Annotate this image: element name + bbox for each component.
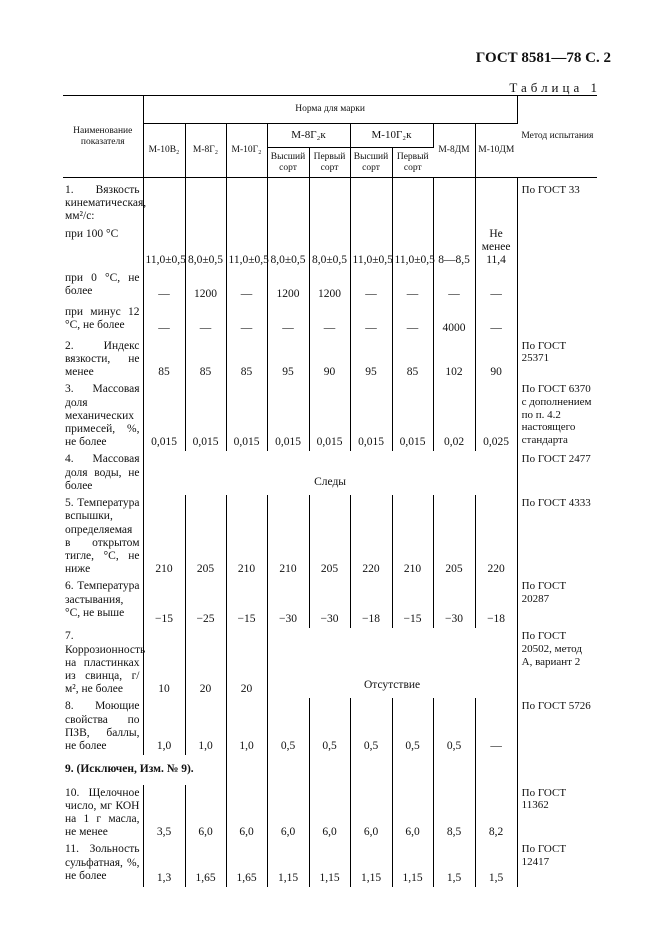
value-cell: 102 — [433, 338, 475, 382]
value-cell — [267, 178, 309, 226]
value-cell: 0,015 — [392, 381, 433, 451]
value-cell: 90 — [309, 338, 350, 382]
row-method — [517, 304, 597, 338]
merged-value: Следы — [143, 451, 517, 495]
table-label: Таблица 1 — [509, 80, 601, 95]
col-m10g2: М-10Г₂ — [226, 124, 267, 178]
grade-first: Первый сорт — [392, 148, 433, 178]
value-cell: 6,0 — [350, 785, 392, 842]
table-row — [63, 578, 597, 628]
table-row — [63, 304, 597, 338]
value-cell: −25 — [185, 578, 226, 628]
col-method-header: Метод испытания — [517, 96, 597, 178]
row-name: 11. Зольность сульфатная, %, не более — [63, 841, 143, 887]
value-cell: 3,5 — [143, 785, 185, 842]
value-cell: 1,5 — [475, 841, 517, 887]
value-cell: — — [392, 304, 433, 338]
value-cell: 0,5 — [267, 698, 309, 755]
empty-cell — [475, 755, 517, 784]
value-cell: −15 — [226, 578, 267, 628]
value-cell: 1,0 — [226, 698, 267, 755]
row-name: 10. Щелочное число, мг КОН на 1 г масла, не менее — [63, 785, 143, 842]
row-name: при минус 12 °С, не более — [63, 304, 143, 338]
row-method — [517, 226, 597, 270]
empty-cell — [267, 755, 309, 784]
value-cell: 85 — [143, 338, 185, 382]
table-row — [63, 381, 597, 451]
value-cell: 6,0 — [309, 785, 350, 842]
value-cell: 210 — [267, 495, 309, 578]
value-cell: 8,2 — [475, 785, 517, 842]
value-cell: 11,0±0,5 — [350, 226, 392, 270]
table-row — [63, 698, 597, 755]
row-method: По ГОСТ 33 — [521, 184, 580, 196]
empty-cell — [392, 755, 433, 784]
norm-header: Норма для марки — [143, 96, 517, 124]
value-cell: 205 — [433, 495, 475, 578]
value-cell: 0,02 — [433, 381, 475, 451]
value-cell: 90 — [475, 338, 517, 382]
value-cell: 11,0±0,5 — [226, 226, 267, 270]
value-cell: 6,0 — [226, 785, 267, 842]
value-cell: — — [475, 270, 517, 304]
value-cell: 85 — [226, 338, 267, 382]
value-cell: 20 — [185, 628, 226, 698]
row-method — [517, 270, 597, 304]
value-cell: −30 — [267, 578, 309, 628]
value-cell: 6,0 — [392, 785, 433, 842]
col-m10dm: М-10ДМ — [475, 124, 517, 178]
value-cell: 0,025 — [475, 381, 517, 451]
value-cell: 210 — [143, 495, 185, 578]
merged-value: Отсутствие — [267, 628, 517, 698]
value-cell — [350, 178, 392, 226]
value-cell: 85 — [185, 338, 226, 382]
table-row — [63, 226, 597, 270]
value-cell: Не менее 11,4 — [475, 226, 517, 270]
value-cell: — — [350, 270, 392, 304]
value-cell: 0,015 — [185, 381, 226, 451]
value-cell: — — [226, 270, 267, 304]
col-m10g2k: М-10Г₂к — [350, 124, 433, 148]
grade-top: Высший сорт — [267, 148, 309, 178]
value-cell — [392, 178, 433, 226]
row-name: 9. (Исключен, Изм. № 9). — [63, 755, 226, 784]
empty-cell — [350, 755, 392, 784]
value-cell: 205 — [185, 495, 226, 578]
value-cell: — — [143, 270, 185, 304]
value-cell: 210 — [226, 495, 267, 578]
value-cell: 0,5 — [309, 698, 350, 755]
value-cell: 1,0 — [143, 698, 185, 755]
empty-cell — [517, 755, 597, 784]
value-cell: 8,0±0,5 — [267, 226, 309, 270]
value-cell: 1,15 — [392, 841, 433, 887]
row-name: 3. Массовая доля механических примесей, %, не более — [63, 381, 143, 451]
value-cell: 0,015 — [143, 381, 185, 451]
value-cell: 0,015 — [226, 381, 267, 451]
value-cell: 1,15 — [309, 841, 350, 887]
row-method: По ГОСТ 4333 — [521, 497, 591, 510]
row-method: По ГОСТ 20287 — [521, 580, 567, 606]
row-method: По ГОСТ 2477 — [521, 453, 591, 466]
value-cell: 11,0±0,5 — [392, 226, 433, 270]
row-name: при 0 °С, не более — [63, 270, 143, 304]
value-cell: 1,15 — [350, 841, 392, 887]
row-method: По ГОСТ 25371 — [521, 339, 567, 365]
value-cell: 1,5 — [433, 841, 475, 887]
grade-top: Высший сорт — [350, 148, 392, 178]
table-row — [63, 270, 597, 304]
row-name: 7. Коррозионность на пластинках из свинца, г/м², не более — [63, 628, 143, 698]
value-cell: — — [350, 304, 392, 338]
table-row — [63, 755, 597, 784]
row-name: 6. Температура застывания, °С, не выше — [63, 578, 143, 628]
value-cell: — — [267, 304, 309, 338]
value-cell: 6,0 — [267, 785, 309, 842]
value-cell: 20 — [226, 628, 267, 698]
value-cell: 220 — [350, 495, 392, 578]
row-name: при 100 °С — [63, 226, 143, 270]
col-m8g2k: М-8Г₂к — [267, 124, 350, 148]
value-cell: 8,5 — [433, 785, 475, 842]
value-cell: 0,5 — [433, 698, 475, 755]
row-name: 1. Вязкость кинематическая, мм²/с: — [63, 178, 143, 226]
value-cell — [475, 178, 517, 226]
row-name: 2. Индекс вязкости, не менее — [63, 338, 143, 382]
row-name: 5. Температура вспышки, определяемая в открытом тигле, °С, не ниже — [63, 495, 143, 578]
table-body — [63, 178, 597, 888]
table-row — [63, 785, 597, 842]
value-cell: 1,15 — [267, 841, 309, 887]
value-cell: — — [475, 698, 517, 755]
value-cell: 0,5 — [350, 698, 392, 755]
table-row — [63, 451, 597, 495]
value-cell: — — [309, 304, 350, 338]
row-method: По ГОСТ 11362 — [521, 786, 567, 812]
row-method: По ГОСТ 6370 с дополнением по п. 4.2 настоящего стандарта — [521, 383, 592, 446]
value-cell: −30 — [309, 578, 350, 628]
value-cell: 10 — [143, 628, 185, 698]
value-cell: 4000 — [433, 304, 475, 338]
value-cell: −18 — [350, 578, 392, 628]
value-cell — [143, 178, 185, 226]
value-cell: — — [143, 304, 185, 338]
value-cell: 220 — [475, 495, 517, 578]
value-cell: −30 — [433, 578, 475, 628]
value-cell: −15 — [143, 578, 185, 628]
table-row — [63, 628, 597, 698]
value-cell: 95 — [267, 338, 309, 382]
spec-table — [63, 95, 597, 887]
row-method: По ГОСТ 5726 — [521, 700, 591, 713]
value-cell — [309, 178, 350, 226]
value-cell: 1,3 — [143, 841, 185, 887]
row-name: 8. Моющие свойства по ПЗВ, баллы, не более — [63, 698, 143, 755]
value-cell: 8—8,5 — [433, 226, 475, 270]
table-row — [63, 495, 597, 578]
empty-cell — [433, 755, 475, 784]
col-m8dm: М-8ДМ — [433, 124, 475, 178]
value-cell: 1200 — [185, 270, 226, 304]
col-m10v2: М-10В₂ — [143, 124, 185, 178]
value-cell: 1,0 — [185, 698, 226, 755]
value-cell: — — [475, 304, 517, 338]
table-row — [63, 841, 597, 887]
value-cell: 1,65 — [226, 841, 267, 887]
col-m8g2: М-8Г₂ — [185, 124, 226, 178]
value-cell: 85 — [392, 338, 433, 382]
value-cell: 95 — [350, 338, 392, 382]
value-cell: 0,5 — [392, 698, 433, 755]
value-cell: — — [433, 270, 475, 304]
value-cell: 210 — [392, 495, 433, 578]
table-row — [63, 178, 597, 226]
value-cell: 1,65 — [185, 841, 226, 887]
value-cell: 8,0±0,5 — [185, 226, 226, 270]
value-cell: 0,015 — [309, 381, 350, 451]
value-cell: — — [226, 304, 267, 338]
row-method: По ГОСТ 12417 — [521, 843, 567, 869]
page-header: ГОСТ 8581—78 С. 2 — [475, 50, 611, 66]
empty-cell — [309, 755, 350, 784]
grade-first: Первый сорт — [309, 148, 350, 178]
row-method: По ГОСТ 20502, метод А, вариант 2 — [521, 630, 582, 668]
value-cell: 6,0 — [185, 785, 226, 842]
col-name-header: Наименование показателя — [63, 96, 143, 178]
value-cell — [433, 178, 475, 226]
table-row — [63, 338, 597, 382]
value-cell: — — [185, 304, 226, 338]
value-cell: 205 — [309, 495, 350, 578]
value-cell: 1200 — [309, 270, 350, 304]
value-cell: — — [392, 270, 433, 304]
value-cell — [185, 178, 226, 226]
value-cell: −18 — [475, 578, 517, 628]
value-cell: 11,0±0,5 — [143, 226, 185, 270]
value-cell: 8,0±0,5 — [309, 226, 350, 270]
row-name: 4. Массовая доля воды, не более — [63, 451, 143, 495]
value-cell: 0,015 — [350, 381, 392, 451]
value-cell: −15 — [392, 578, 433, 628]
value-cell: 0,015 — [267, 381, 309, 451]
value-cell — [226, 178, 267, 226]
empty-cell — [226, 755, 267, 784]
value-cell: 1200 — [267, 270, 309, 304]
